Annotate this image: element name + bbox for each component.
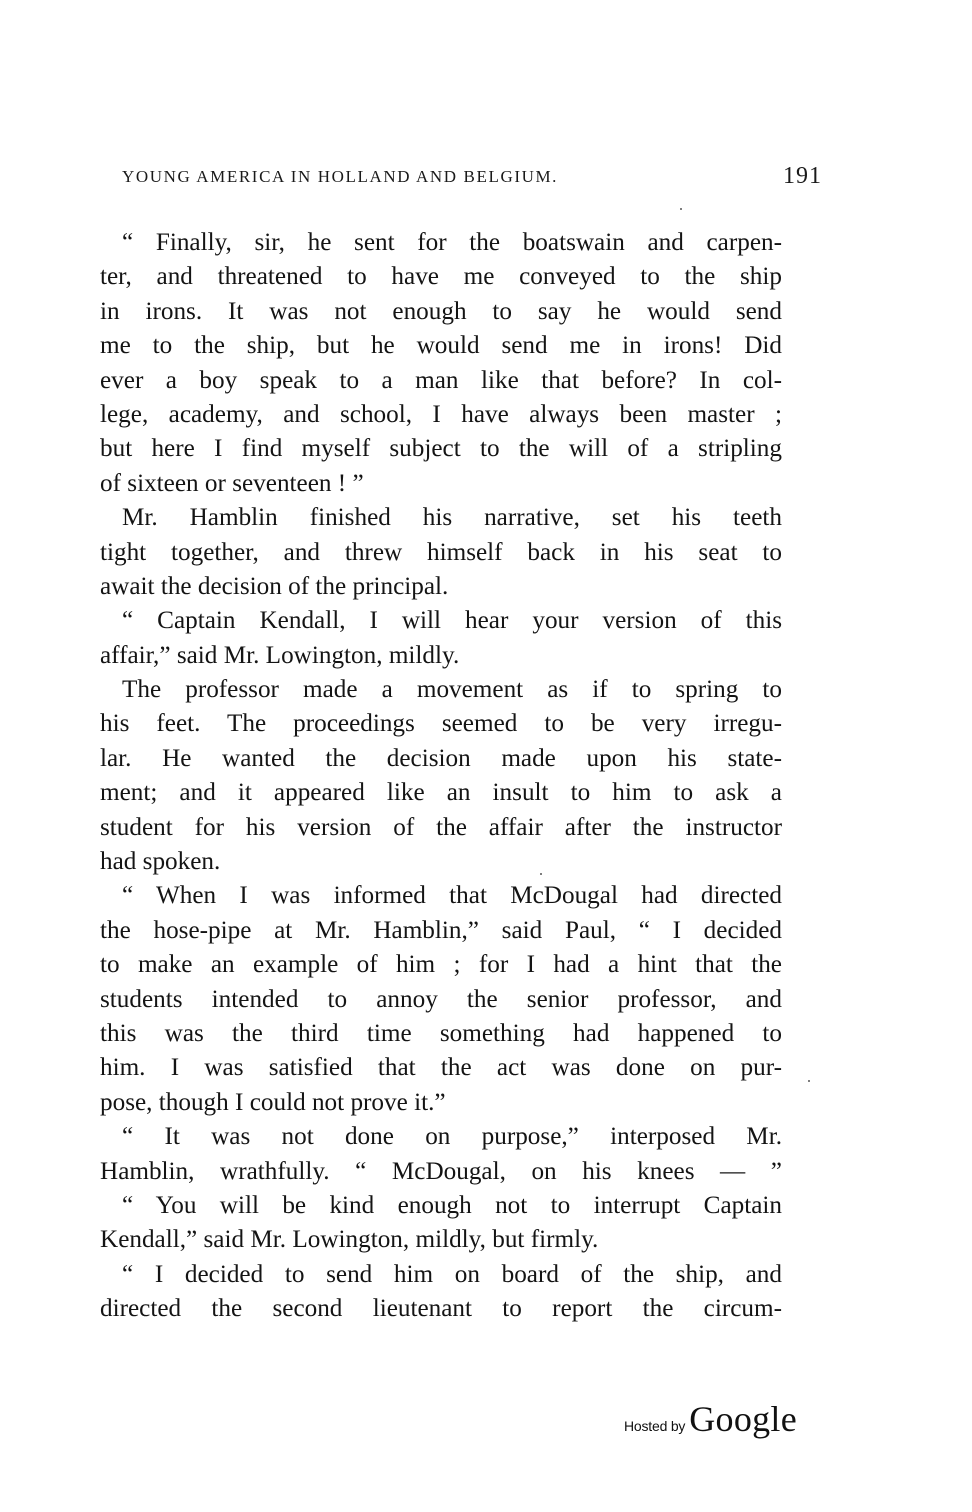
running-head <box>122 165 828 195</box>
body-text <box>100 226 782 1327</box>
text-line: to make an example of him ; for I had a hint that the <box>100 951 782 979</box>
scan-speck <box>680 208 682 210</box>
text-line: student for his version of the affair after the instructor <box>100 813 782 841</box>
text-line: Hamblin, wrathfully. “ McDougal, on his knees — ” <box>100 1157 782 1185</box>
text-line: lege, academy, and school, I have always been master ; <box>100 400 782 428</box>
text-line: Mr. Hamblin finished his narrative, set his teeth <box>122 504 782 532</box>
text-line: his feet. The proceedings seemed to be very irregu- <box>100 710 782 738</box>
text-line: of sixteen or seventeen ! ” <box>100 469 364 497</box>
text-line: lar. He wanted the decision made upon his state- <box>100 744 782 772</box>
text-line: me to the ship, but he would send me in irons! Did <box>100 332 782 360</box>
text-line: tight together, and threw himself back in his seat to <box>100 538 782 566</box>
running-title: YOUNG AMERICA IN HOLLAND AND BELGIUM. <box>122 167 559 186</box>
text-line: The professor made a movement as if to spring to <box>122 676 782 704</box>
text-line: ter, and threatened to have me conveyed to the ship <box>100 263 782 291</box>
scan-speck <box>540 873 542 875</box>
text-line: “ When I was informed that McDougal had directed <box>122 882 782 910</box>
text-line: affair,” said Mr. Lowington, mildly. <box>100 641 460 669</box>
text-line: “ It was not done on purpose,” interposed Mr. <box>122 1123 782 1151</box>
text-line: await the decision of the principal. <box>100 572 449 600</box>
text-line: “ I decided to send him on board of the ship, and <box>122 1260 782 1288</box>
text-line: in irons. It was not enough to say he would send <box>100 297 782 325</box>
text-line: “ You will be kind enough not to interrupt Captain <box>122 1191 782 1219</box>
text-line: the hose-pipe at Mr. Hamblin,” said Paul, “ I decided <box>100 916 782 944</box>
text-line: but here I find myself subject to the will of a stripling <box>100 435 782 463</box>
text-line: “ Captain Kendall, I will hear your version of this <box>122 607 782 635</box>
text-line: this was the third time something had happened to <box>100 1019 782 1047</box>
text-line: pose, though I could not prove it.” <box>100 1088 446 1116</box>
watermark-prefix: Hosted by <box>624 1418 686 1434</box>
text-line: had spoken. <box>100 848 221 876</box>
text-line: students intended to annoy the senior professor, and <box>100 985 782 1013</box>
text-line: Kendall,” said Mr. Lowington, mildly, but firmly. <box>100 1226 599 1254</box>
scan-speck <box>808 1080 810 1082</box>
text-line: him. I was satisfied that the act was done on pur- <box>100 1054 782 1082</box>
text-line: ment; and it appeared like an insult to him to ask a <box>100 779 782 807</box>
text-line: directed the second lieutenant to report the circum- <box>100 1295 782 1323</box>
text-line: ever a boy speak to a man like that before? In col- <box>100 366 782 394</box>
google-logo: Google <box>689 1399 798 1439</box>
text-line: “ Finally, sir, he sent for the boatswain and carpen- <box>122 229 782 256</box>
hosted-by-google-watermark <box>624 1398 797 1442</box>
page-number: 191 <box>783 163 822 189</box>
